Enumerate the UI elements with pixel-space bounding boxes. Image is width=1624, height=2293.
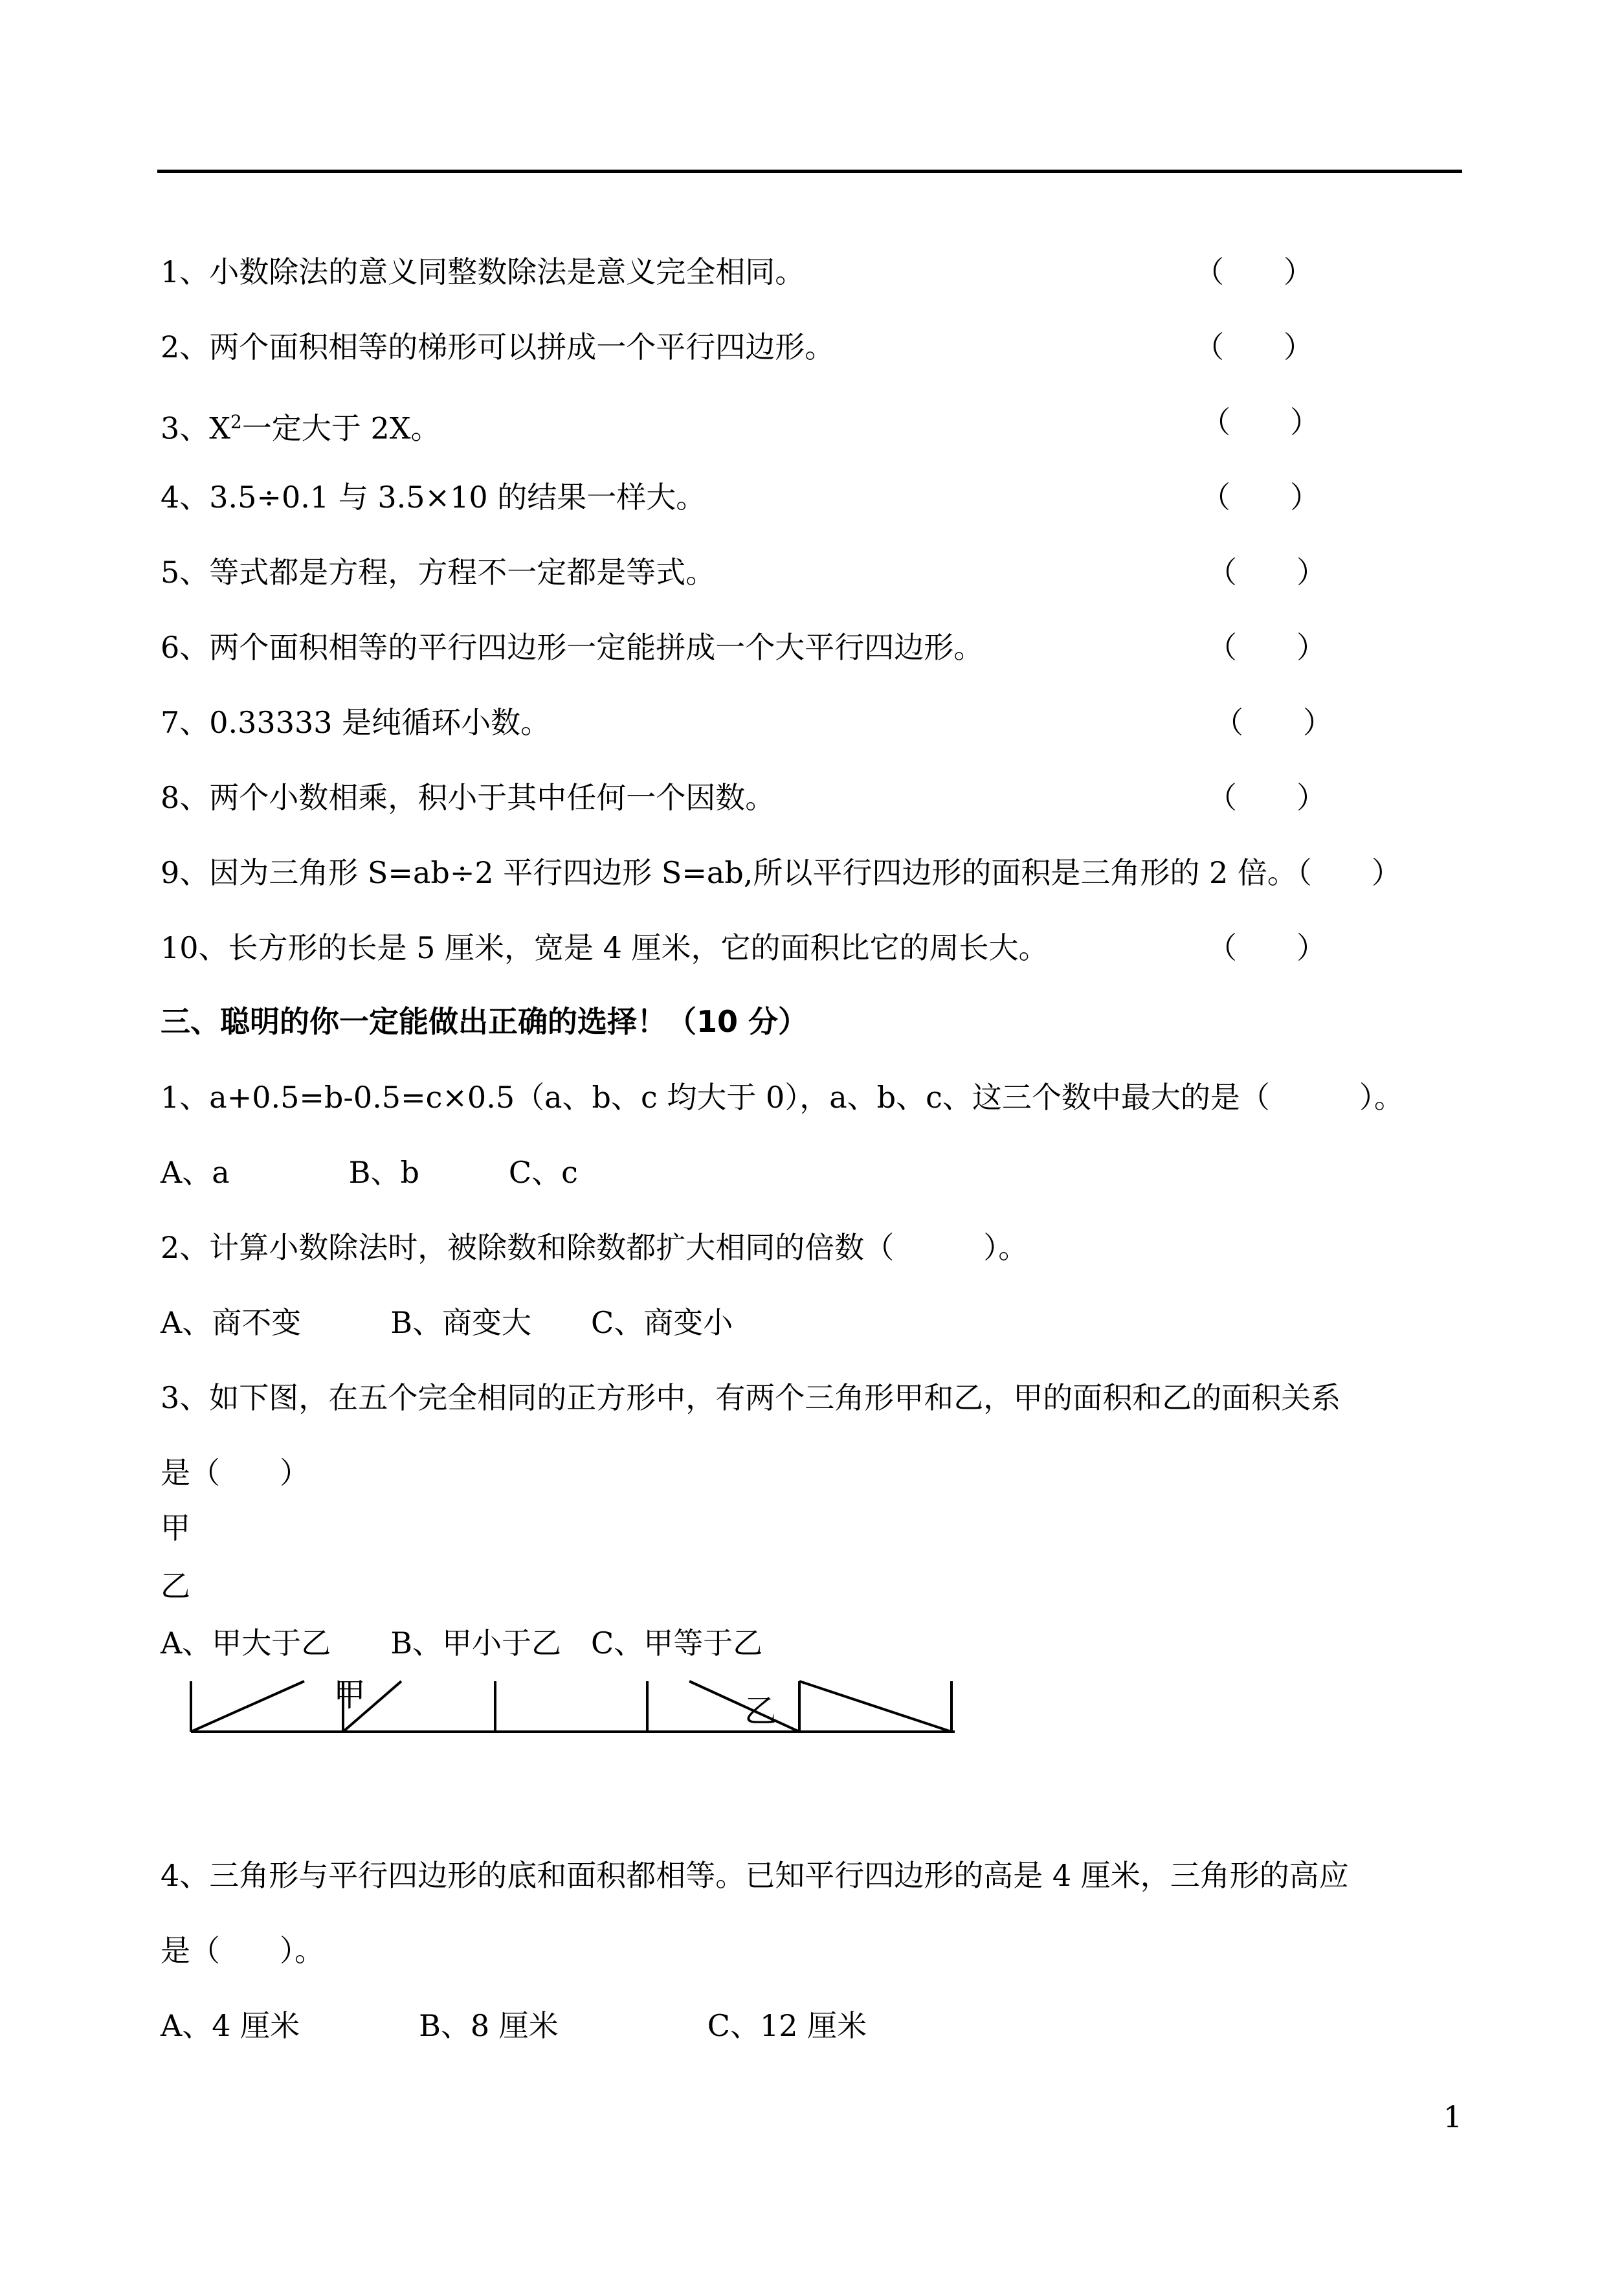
answer-paren-10[interactable]: （ ） [1207,930,1326,965]
choice-q3-line1: 3、如下图，在五个完全相同的正方形中，有两个三角形甲和乙，甲的面积和乙的面积关系 [161,1380,1341,1415]
header-rule [157,170,1462,173]
judge-item-2: 2、两个面积相等的梯形可以拼成一个平行四边形。 [161,330,835,364]
triangle-jia-diagonal [191,1681,304,1732]
judge-item-3-pre: 3、X [161,410,231,446]
judge-item-7: 7、0.33333 是纯循环小数。 [161,705,551,740]
answer-paren-1[interactable]: （ ） [1194,254,1313,289]
judge-item-4: 4、3.5÷0.1 与 3.5×10 的结果一样大。 [161,480,706,515]
answer-paren-3[interactable]: （ ） [1201,405,1320,440]
judge-item-8: 8、两个小数相乘，积小于其中任何一个因数。 [161,780,775,815]
superscript: 2 [230,411,242,432]
choice-q4-line2: 是（ ）。 [161,1933,324,1968]
label-jia: 甲 [161,1510,190,1545]
figure-label-yi: 乙 [744,1692,777,1730]
judge-item-6: 6、两个面积相等的平行四边形一定能拼成一个大平行四边形。 [161,630,984,665]
squares-figure [188,1680,964,1745]
judge-item-1: 1、小数除法的意义同整数除法是意义完全相同。 [161,254,805,289]
page-number: 1 [1443,2099,1462,2134]
figure-label-jia: 甲 [333,1680,366,1714]
choice-q4-options: A、4 厘米 B、8 厘米 C、12 厘米 [161,2008,867,2043]
choice-q4-line1: 4、三角形与平行四边形的底和面积都相等。已知平行四边形的高是 4 厘米，三角形的高应 [161,1858,1349,1893]
answer-paren-6[interactable]: （ ） [1207,630,1326,665]
choice-q3-line2: 是（ ） [161,1455,309,1490]
square-diagonal [799,1681,951,1732]
judge-item-3 [161,403,440,447]
label-yi: 乙 [161,1569,190,1604]
choice-q2-options: A、商不变 B、商变大 C、商变小 [161,1305,733,1340]
section-heading: 三、聪明的你一定能做出正确的选择！（10 分） [161,1004,808,1039]
judge-item-9: 9、因为三角形 S=ab÷2 平行四边形 S=ab,所以平行四边形的面积是三角形的 2 倍。（ ） [161,855,1401,890]
choice-q3-options: A、甲大于乙 B、甲小于乙 C、甲等于乙 [161,1626,763,1661]
judge-item-5: 5、等式都是方程，方程不一定都是等式。 [161,555,716,590]
judge-item-3-post: 一定大于 2X。 [241,410,441,446]
choice-q1-options: A、a B、b C、c [161,1155,578,1190]
judge-item-10: 10、长方形的长是 5 厘米，宽是 4 厘米，它的面积比它的周长大。 [161,930,1049,965]
answer-paren-2[interactable]: （ ） [1194,330,1313,364]
answer-paren-4[interactable]: （ ） [1201,480,1320,515]
answer-paren-5[interactable]: （ ） [1207,555,1326,590]
choice-q1: 1、a+0.5=b-0.5=c×0.5（a、b、c 均大于 0），a、b、c、这三个数中最大的是（ ）。 [161,1080,1404,1115]
answer-paren-8[interactable]: （ ） [1207,780,1326,815]
answer-paren-7[interactable]: （ ） [1214,705,1333,740]
choice-q2: 2、计算小数除法时，被除数和除数都扩大相同的倍数（ ）。 [161,1230,1029,1265]
